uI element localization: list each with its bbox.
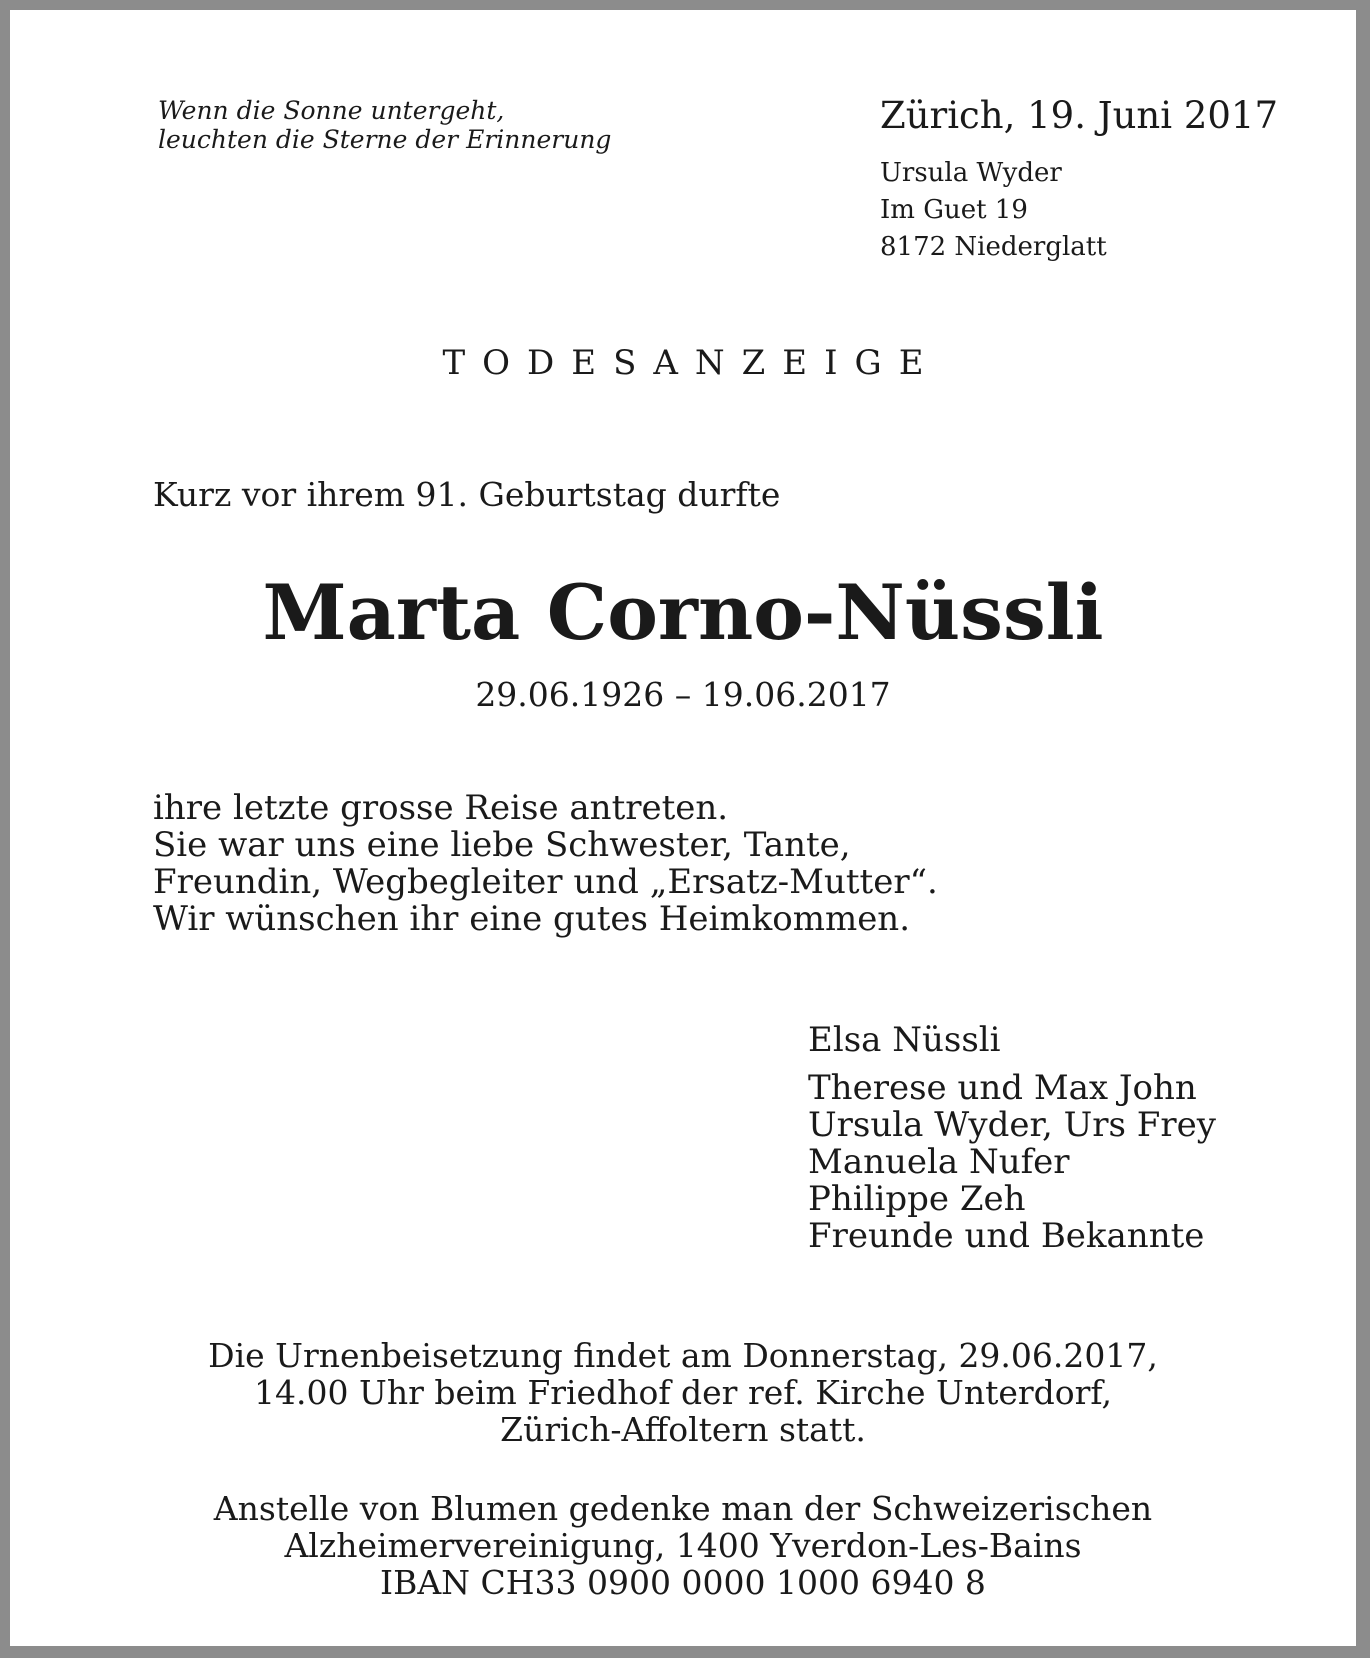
- life-dates: 29.06.1926 – 19.06.2017: [475, 675, 891, 714]
- donation-info: [10, 1490, 1356, 1601]
- address-city: 8172 Niederglatt: [880, 232, 1107, 262]
- mourner: Freunde und Bekannte: [808, 1216, 1205, 1256]
- address-street: Im Guet 19: [880, 195, 1028, 225]
- ceremony-line: Zürich-Affoltern statt.: [500, 1410, 866, 1449]
- ceremony-line: 14.00 Uhr beim Friedhof der ref. Kirche Unterdorf,: [254, 1373, 1112, 1412]
- ceremony-line: Die Urnenbeisetzung findet am Donnerstag, 29.06.2017,: [208, 1336, 1158, 1375]
- body-text: [153, 790, 938, 938]
- body-line: ihre letzte grosse Reise antreten.: [153, 788, 729, 828]
- body-line: Sie war uns eine liebe Schwester, Tante,: [153, 825, 851, 865]
- donation-line: Anstelle von Blumen gedenke man der Schweizerischen: [213, 1489, 1153, 1528]
- mourners-list: [808, 1070, 1216, 1255]
- mourner: Manuela Nufer: [808, 1142, 1070, 1182]
- place-date: Zürich, 19. Juni 2017: [880, 94, 1278, 137]
- mourner-first: Elsa Nüssli: [808, 1020, 1001, 1060]
- notice-heading: TODESANZEIGE: [442, 343, 941, 383]
- mourner: Philippe Zeh: [808, 1179, 1026, 1219]
- deceased-name: Marta Corno-Nüssli: [262, 568, 1104, 657]
- mourner: Ursula Wyder, Urs Frey: [808, 1105, 1216, 1145]
- obituary-page: [10, 10, 1356, 1646]
- address-name: Ursula Wyder: [880, 158, 1062, 188]
- body-line: Wir wünschen ihr eine gutes Heimkommen.: [153, 899, 911, 939]
- donation-line: IBAN CH33 0900 0000 1000 6940 8: [380, 1563, 986, 1602]
- motto-line-2: leuchten die Sterne der Erinnerung: [158, 125, 612, 154]
- sender-address: [880, 155, 1107, 266]
- donation-line: Alzheimervereinigung, 1400 Yverdon-Les-Bains: [284, 1526, 1082, 1565]
- mourner: Therese und Max John: [808, 1068, 1197, 1108]
- ceremony-info: [10, 1337, 1356, 1448]
- motto-line-1: Wenn die Sonne untergeht,: [158, 96, 505, 125]
- body-line: Freundin, Wegbegleiter und „Ersatz-Mutter“.: [153, 862, 938, 902]
- motto-quote: [158, 96, 611, 154]
- intro-line: Kurz vor ihrem 91. Geburtstag durfte: [153, 475, 781, 514]
